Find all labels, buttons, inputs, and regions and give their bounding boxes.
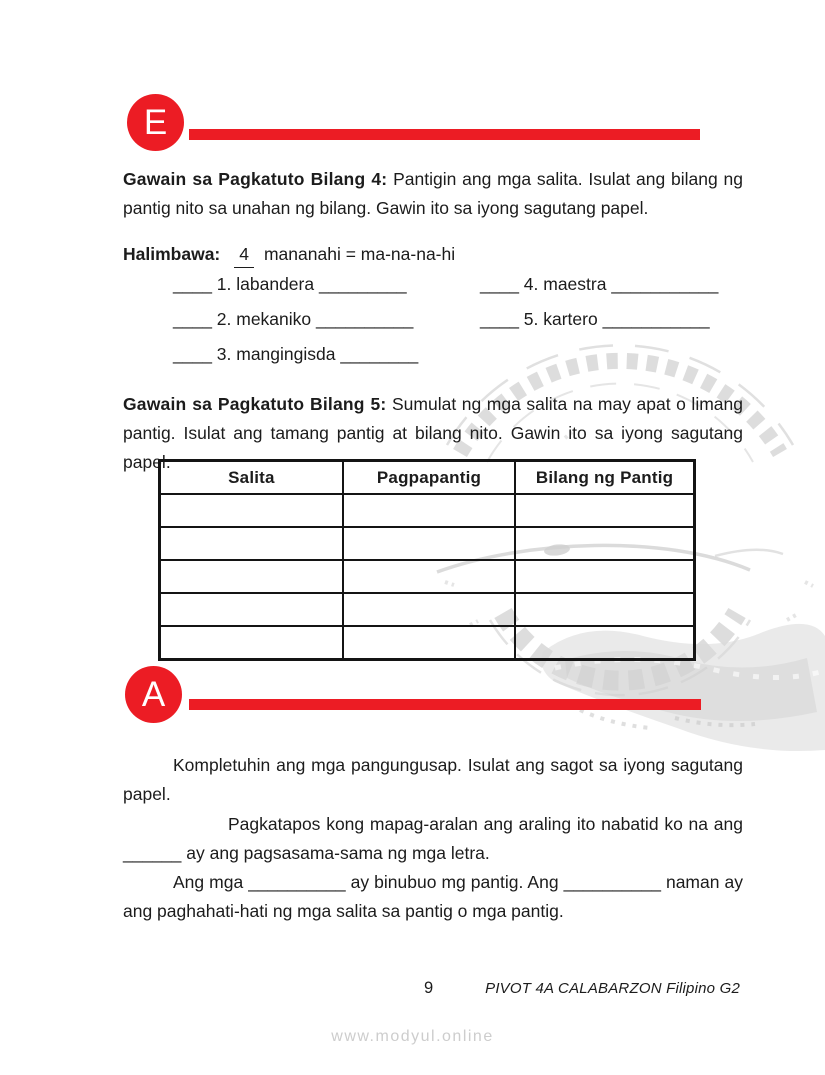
table-empty-row [160, 560, 695, 593]
list-item-3: ____ 3. mangingisda ________ [173, 344, 419, 364]
activity5-table [158, 459, 696, 661]
activity4-body: Pantigin ang mga salita. Isulat ang bilang ng pantig nito sa unahan ng bilang. Gawin ito sa iyong sagutang papel. [123, 168, 743, 218]
table-header-row [160, 461, 695, 495]
example-line [123, 241, 743, 268]
table-empty-cell [343, 560, 515, 593]
table-header-bilang: Bilang ng Pantig [515, 461, 694, 495]
table-empty-cell [160, 626, 343, 660]
section-divider-bar [189, 129, 700, 140]
table-empty-cell [515, 560, 694, 593]
section-badge-e [127, 94, 184, 151]
table-empty-row [160, 626, 695, 660]
list-item-1: ____ 1. labandera _________ [173, 274, 407, 294]
table-empty-cell [343, 527, 515, 560]
table-empty-cell [515, 527, 694, 560]
badge-letter: E [143, 103, 168, 142]
table-empty-cell [160, 560, 343, 593]
table-empty-cell [515, 593, 694, 626]
section-badge-a [125, 666, 182, 723]
page-number: 9 [424, 979, 434, 997]
site-watermark: www.modyul.online [331, 1028, 494, 1045]
table-header-pagpapantig: Pagpapantig [343, 461, 515, 495]
table-empty-cell [160, 593, 343, 626]
badge-letter: A [141, 675, 166, 714]
document-footer-label: PIVOT 4A CALABARZON Filipino G2 [485, 980, 740, 997]
table-header-salita: Salita [160, 461, 343, 495]
activity4-instructions [123, 165, 743, 223]
table-empty-cell [343, 494, 515, 527]
example-label: Halimbawa: [123, 244, 221, 264]
table-empty-row [160, 527, 695, 560]
table-empty-cell [515, 626, 694, 660]
section-divider-bar [189, 699, 701, 710]
table-empty-cell [160, 527, 343, 560]
section-a-intro: Kompletuhin ang mga pangungusap. Isulat ang sagot sa iyong sagutang papel. [123, 754, 743, 804]
table-empty-cell [343, 593, 515, 626]
example-text: mananahi = ma-na-na-hi [263, 244, 456, 264]
table-empty-row [160, 494, 695, 527]
table-empty-cell [515, 494, 694, 527]
list-item-2: ____ 2. mekaniko __________ [173, 309, 414, 329]
activity4-title: Gawain sa Pagkatuto Bilang 4: [123, 168, 388, 189]
activity5-title: Gawain sa Pagkatuto Bilang 5: [123, 393, 387, 414]
example-number: 4 [234, 241, 254, 268]
table-empty-cell [160, 494, 343, 527]
table-empty-row [160, 593, 695, 626]
list-item-5: ____ 5. kartero ___________ [480, 309, 710, 329]
fill-in-sentence-2: Ang mga __________ ay binubuo mg pantig. Ang __________ naman ay ang paghahati-hati ng mga salita sa pantig o mga pantig. [123, 871, 743, 921]
list-item-4: ____ 4. maestra ___________ [480, 274, 719, 294]
activity5-body: Sumulat ng mga salita na may apat o limang pantig. Isulat ang tamang pantig at bilang nito. Gawin ito sa iyong sagutang papel. [123, 393, 743, 472]
fill-in-sentence-1: Pagkatapos kong mapag-aralan ang araling ito nabatid ko na ang ______ ay ang pagsasama-sama ng mga letra. [123, 813, 743, 863]
table-empty-cell [343, 626, 515, 660]
